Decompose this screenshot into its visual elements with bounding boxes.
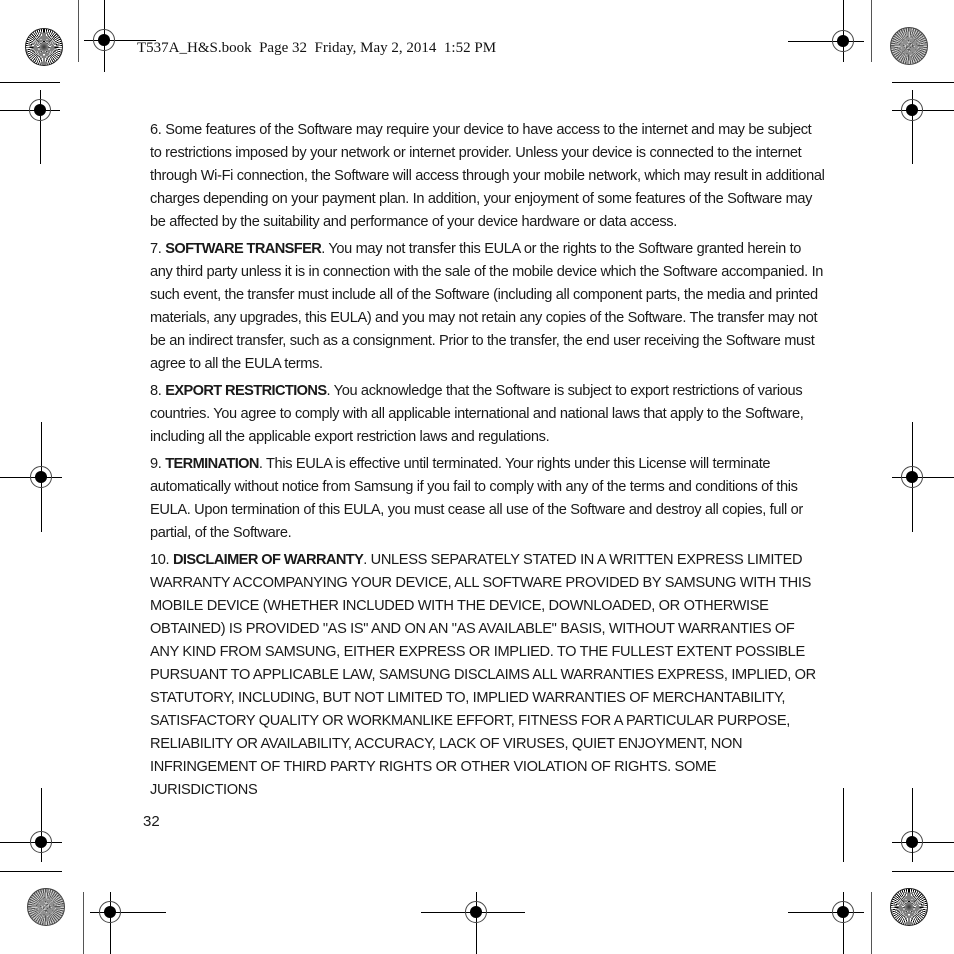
registration-target-icon — [30, 466, 52, 488]
crop-line — [843, 788, 844, 862]
section-title: DISCLAIMER OF WARRANTY — [172, 552, 364, 568]
section-number: 10. — [150, 552, 173, 568]
section-9 — [150, 453, 826, 545]
crop-line — [892, 871, 954, 872]
registration-target-icon — [93, 29, 115, 51]
section-body: . You acknowledge that the Software is subject to export restrictions of various countries. You agree to comply with all applicable international and national laws that apply to the Software, including all the applicable export restriction laws and regulations. — [150, 383, 804, 445]
crop-line — [892, 82, 954, 83]
trim-line — [871, 0, 872, 62]
trim-line — [871, 892, 872, 954]
trim-line — [78, 0, 79, 62]
registration-target-icon — [832, 901, 854, 923]
section-number: 6. — [150, 122, 162, 138]
section-body: Some features of the Software may require your device to have access to the internet and may be subject to restrictions imposed by your network or internet provider. Unless your device is connected to the internet through Wi-Fi connection, the Software will access through your mobile network, which may result in additional charges depending on your payment plan. In addition, your enjoyment of some features of the Software may be affected by the suitability and performance of your device hardware or data access. — [150, 122, 825, 230]
trim-line — [83, 892, 84, 954]
section-number: 8. — [150, 383, 166, 399]
crop-line — [912, 788, 913, 862]
registration-target-icon — [29, 99, 51, 121]
registration-target-icon — [901, 466, 923, 488]
section-body: . UNLESS SEPARATELY STATED IN A WRITTEN EXPRESS LIMITED WARRANTY ACCOMPANYING YOUR DEVICE, ALL SOFTWARE PROVIDED BY SAMSUNG WITH THIS MOBILE DEVICE (WHETHER INCLUDED WITH THE DEVICE, DOWNLOADED, OR OTHERWISE OBTAINED) IS PROVIDED "AS IS" AND ON AN "AS AVAILABLE" BASIS, WITHOUT WARRANTIES OF ANY KIND FROM SAMSUNG, EITHER EXPRESS OR IMPLIED. TO THE FULLEST EXTENT POSSIBLE PURSUANT TO APPLICABLE LAW, SAMSUNG DISCLAIMS ALL WARRANTIES EXPRESS, IMPLIED, OR STATUTORY, INCLUDING, BUT NOT LIMITED TO, IMPLIED WARRANTIES OF MERCHANTABILITY, SATISFACTORY QUALITY OR WORKMANLIKE EFFORT, FITNESS FOR A PARTICULAR PURPOSE, RELIABILITY OR AVAILABILITY, ACCURACY, LACK OF VIRUSES, QUIET ENJOYMENT, NON INFRINGEMENT OF THIRD PARTY RIGHTS OR OTHER VIOLATION OF RIGHTS. SOME JURISDICTIONS — [150, 552, 816, 798]
section-body: . You may not transfer this EULA or the rights to the Software granted herein to any third party unless it is in connection with the sale of the mobile device which the Software accompanied. In such event, the transfer must include all of the Software (including all component parts, the media and printed materials, any upgrades, this EULA) and you may not retain any copies of the Software. The transfer may not be an indirect transfer, such as a consignment. Prior to the transfer, the end user receiving the Software must agree to all the EULA terms. — [150, 241, 824, 372]
registration-target-icon — [99, 901, 121, 923]
section-title: SOFTWARE TRANSFER — [165, 241, 322, 257]
registration-target-icon — [901, 99, 923, 121]
section-body: . This EULA is effective until terminated. Your rights under this License will terminate automatically without notice from Samsung if you fail to comply with any of the terms and conditions of this EULA. Upon termination of this EULA, you must cease all use of the Software and destroy all copies, full or partial, of the Software. — [150, 456, 803, 541]
registration-target-icon — [30, 831, 52, 853]
section-title: EXPORT RESTRICTIONS — [165, 383, 327, 399]
starburst-icon-bottom-left — [27, 888, 65, 926]
starburst-icon-top-right — [890, 27, 928, 65]
registration-target-icon — [832, 30, 854, 52]
book-slug-header: T537A_H&S.book Page 32 Friday, May 2, 2014 1:52 PM — [137, 40, 497, 56]
crop-line — [0, 82, 60, 83]
crop-line — [0, 871, 62, 872]
page-number: 32 — [143, 813, 160, 830]
starburst-icon-top-left — [25, 28, 63, 66]
section-number: 9. — [150, 456, 166, 472]
section-8 — [150, 380, 826, 449]
section-title: TERMINATION — [165, 456, 259, 472]
section-7 — [150, 238, 826, 376]
section-10 — [150, 549, 826, 802]
registration-target-icon — [465, 901, 487, 923]
eula-content — [150, 119, 826, 806]
starburst-icon-bottom-right — [890, 888, 928, 926]
section-number: 7. — [150, 241, 166, 257]
section-6 — [150, 119, 826, 234]
